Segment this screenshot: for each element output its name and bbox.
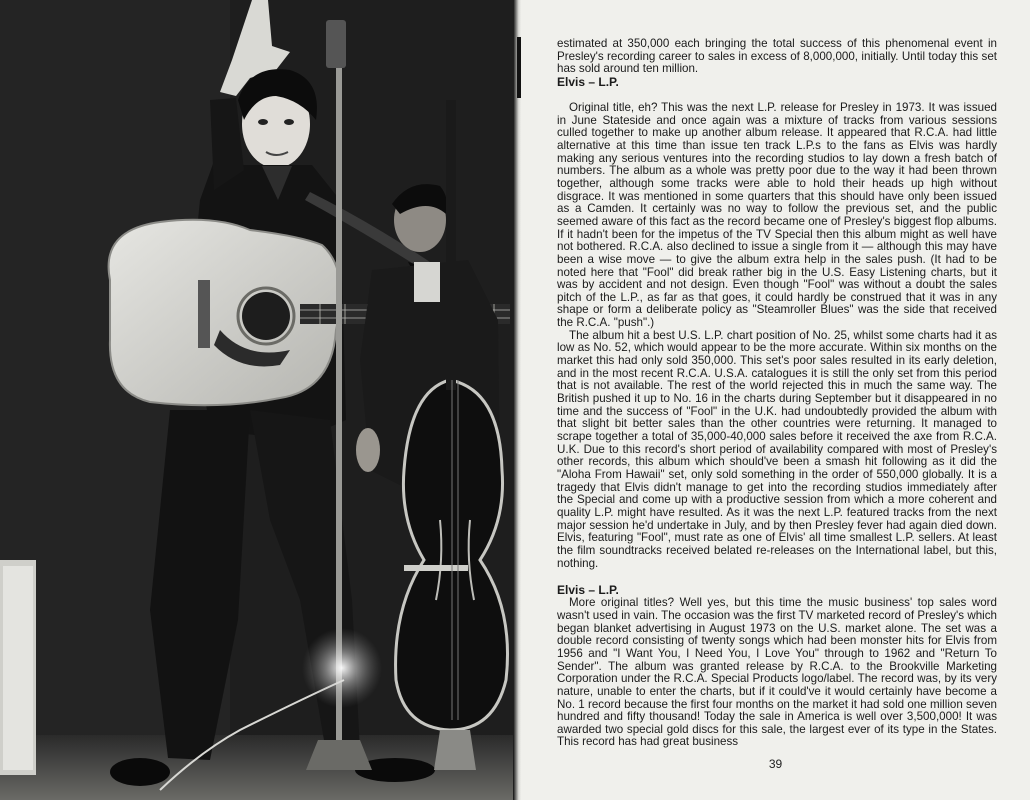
section1-paragraph-1: Original title, eh? This was the next L.P. release for Presley in 1973. It was issued in June Stateside and once again was a mixture of tracks from various sessions culled together to make up another album release. It appeared that R.C.A. had little alternative at this time than issue ten track L.P.s to the fans as Elvis was hardly making any serious ventures into the recording studios to lay down a fresh batch of numbers. The album as a whole was pretty poor due to the way it had been thrown together, although some tracks were able to hold their heads up high without disgrace. It was mentioned in some quarters that this should have only been issued as a Camden. It certainly was no way to follow the previous set, and the public seemed aware of this fact as the record became one of Presley's biggest flop albums. If it hadn't been for the impetus of the TV Special then this album might as well have not bothered. R.C.A. also declined to issue a single from it — although this may have been a wise move — to give the album extra help in the sales push. (It had to be noted here that "Fool" did break rather big in the U.S. Easy Listening charts, but it was by accident and not design. Even though "Fool" was without a doubt the sales pitch of the L.P., as far as that goes, it could hardly be construed that it was in any shape or form a deliberate policy as "Steamroller Blues" was the side that received the R.C.A. "push".) [557,100,997,330]
article-column [557,38,997,749]
section-heading-1: Elvis – L.P. [557,74,619,89]
book-gutter [513,0,521,800]
text-page [521,0,1030,800]
section2-paragraph-1: More original titles? Well yes, but this time the music business' top sales word wasn't used in vain. The occasion was the first TV marketed record of Presley's which began blanket advertising in August 1973 on the U.S. market alone. The set was a double record consisting of twenty songs which had been monster hits for Elvis from 1956 and "I Want You, I Need You, I Love You" through to 1962 and "Return To Sender". The album was granted release by R.C.A. to the Brookville Marketing Corporation under the R.C.A. Special Products logo/label. The record was, by its very nature, unable to enter the charts, but if it could've it would certainly have become a No. 1 record because the first four months on the market it had sold one million seven hundred and fifty thousand! Today the sale in America is well over 3,500,000! It was awarded two special gold discs for this sale, the largest ever of its type in the States. This record has had great business [557,596,997,749]
section1-paragraph-2: The album hit a best U.S. L.P. chart position of No. 25, whilst some charts had it as low as No. 52, which would appear to be the more accurate. Within six months on the market this had only sold 350,000. This set's poor sales resulted in its early deletion, and in the most recent R.C.A. U.S.A. catalogues it is still the only set from this period that is not available. The rest of the world rejected this in much the same way. The British pushed it up to No. 16 in the charts during September but it disappeared in no time and the success of "Fool" in the U.K. had undoubtedly provided the album with that slight bit better sales than the other countries were returning. It managed to scrape together a total of 35,000-40,000 sales before it received the axe from R.C.A. U.K. Due to this record's short period of availability compared with most of Presley's other records, this album which should've been a smash hit following as it did the "Aloha From Hawaii" set, only sold something in the order of 550,000 globally. It is a tragedy that Elvis didn't manage to get into the recording studios immediately after the Special and come up with a productive session from which a more coherent and quality L.P. might have resulted. As it was the next L.P. featured tracks from the next major session he'd undertake in July, and by then Presley fever had again died down. Elvis, featuring "Fool", must rate as one of Elvis' all time smallest L.P. sellers. At least the film soundtracks received belated re-releases on the International label, but this, nothing. [557,328,997,570]
section-heading-2: Elvis – L.P. [557,583,619,598]
intro-paragraph: estimated at 350,000 each bringing the total success of this phenomenal event in Presley's recording career to sales in excess of 8,000,000, initially. Until today this set has sold around ten million. [557,37,997,76]
photo-icon [0,0,513,800]
page-number: 39 [768,757,783,771]
concert-photo [0,0,513,800]
